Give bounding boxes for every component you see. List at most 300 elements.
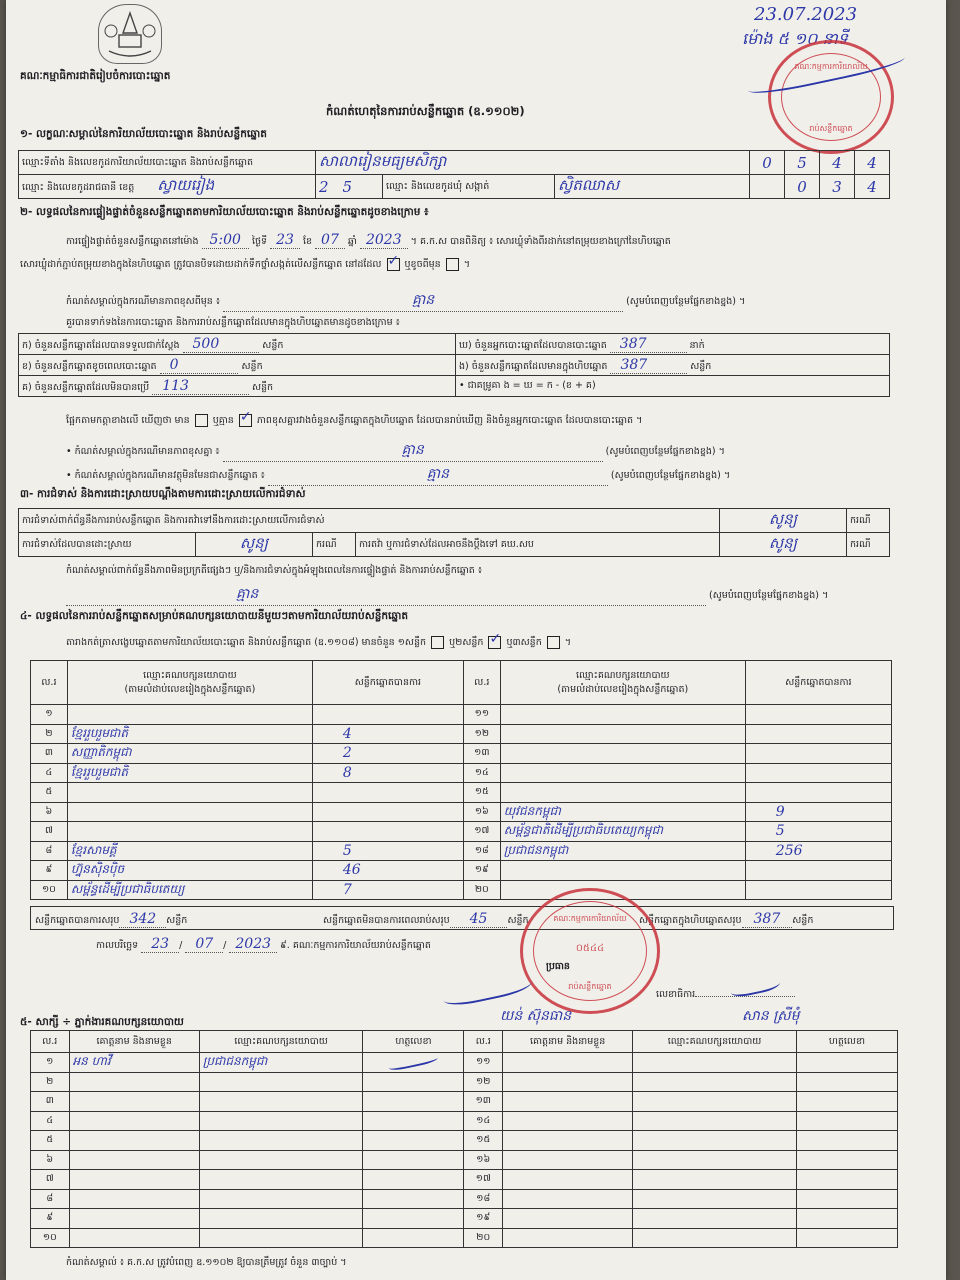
total-box-value: 387 bbox=[742, 911, 793, 928]
check-month: 07 bbox=[315, 232, 345, 249]
vote-count bbox=[312, 822, 463, 842]
handwritten-time: ម៉ោង ៥ ១០ នាទី bbox=[742, 29, 848, 48]
witness-signature bbox=[363, 1150, 464, 1170]
col-sign: ហត្ថលេខា bbox=[796, 1031, 897, 1053]
note2-label: • កំណត់សម្គាល់ក្នុងករណីមានភាពខុសគ្នា ៖ bbox=[66, 446, 220, 457]
col-party-sub: (តាមលំដាប់លេខរៀងក្នុងសន្លឹកឆ្នោត) bbox=[124, 683, 256, 695]
date-prefix: កាលបរិច្ឆេទ bbox=[96, 940, 139, 951]
note-value: គ្មាន bbox=[223, 290, 623, 312]
witness-name bbox=[69, 1072, 199, 1092]
vote-count bbox=[745, 705, 891, 725]
col-no: ល.រ bbox=[463, 661, 500, 705]
signature-mark bbox=[388, 1052, 439, 1072]
resolved-label: ការជំទាស់ដែលបានដោះស្រាយ bbox=[19, 533, 196, 557]
vote-count bbox=[745, 861, 891, 881]
witness-signature bbox=[796, 1072, 897, 1092]
party-name bbox=[500, 705, 745, 725]
col-party-title: ឈ្មោះគណបក្សនយោបាយ bbox=[576, 669, 670, 681]
report-sheet bbox=[6, 0, 946, 1280]
secretary-line bbox=[656, 988, 795, 1002]
chair-label: ប្រធាន bbox=[546, 961, 570, 972]
footer-note: កំណត់សម្គាល់ ៖ គ.ក.ស ត្រូវបំពេញ ឧ.១១០២ ឱ្យបានត្រឹមត្រូវ ចំនួន ៣ច្បាប់ ។ bbox=[66, 1257, 347, 1268]
witness-party bbox=[199, 1228, 363, 1248]
witness-signature bbox=[363, 1228, 464, 1248]
party-name bbox=[500, 861, 745, 881]
col-name: គោត្តនាម និងនាមខ្លួន bbox=[503, 1031, 633, 1053]
table-row bbox=[31, 705, 892, 725]
party-name: ខ្មែររួបរួមជាតិ bbox=[67, 724, 312, 744]
fill-hint: (សូមបំពេញបន្ថែមផ្នែកខាងខ្នង) ។ bbox=[605, 446, 725, 457]
table-row bbox=[31, 1189, 898, 1209]
row-number: ១៨ bbox=[464, 1189, 503, 1209]
witness-name bbox=[69, 1209, 199, 1229]
total-invalid bbox=[323, 911, 529, 928]
row-number: ១៩ bbox=[463, 861, 500, 881]
row-number: ១៦ bbox=[463, 802, 500, 822]
table-row bbox=[31, 861, 892, 881]
party-name bbox=[500, 783, 745, 803]
witness-party bbox=[633, 1189, 797, 1209]
official-stamp bbox=[520, 888, 660, 1014]
province-value: ស្វាយរៀង bbox=[157, 175, 215, 194]
handwritten-date: 23.07.2023 bbox=[754, 4, 858, 25]
total-valid-value: 342 bbox=[119, 911, 166, 928]
witness-signature bbox=[363, 1209, 464, 1229]
case-unit: ករណី bbox=[847, 509, 890, 533]
col-sign: ហត្ថលេខា bbox=[363, 1031, 464, 1053]
unit-label: សន្លឹក bbox=[241, 360, 263, 372]
table-row bbox=[31, 802, 892, 822]
committee-name: គណៈកម្មាធិការជាតិរៀបចំការបោះឆ្នោត bbox=[20, 70, 171, 82]
commune-code-digit: 3 bbox=[820, 175, 855, 199]
table-row bbox=[31, 763, 892, 783]
count-intro: គួរបានទាក់ទងនៃការបោះឆ្នោត និងការរាប់សន្លឹកឆ្នោតដែលមានក្នុងហិបឆ្នោតមានដូចខាងក្រោម ៖ bbox=[66, 317, 400, 328]
witness-name bbox=[503, 1131, 633, 1151]
vote-count: 256 bbox=[745, 841, 891, 861]
month-label: ខែ bbox=[302, 236, 313, 247]
witness-signature bbox=[796, 1053, 897, 1073]
row-number: ៧ bbox=[31, 1170, 70, 1190]
note3-label: • កំណត់សម្គាល់ក្នុងករណីមានវត្ថុមិនមែនជាសន្លឹកឆ្នោត ៖ bbox=[66, 470, 265, 481]
witness-party bbox=[633, 1092, 797, 1112]
commune-code-digit: 0 bbox=[785, 175, 820, 199]
row-number: ១៧ bbox=[463, 822, 500, 842]
date-month: 07 bbox=[185, 936, 223, 953]
witness-name bbox=[503, 1092, 633, 1112]
row-number: ១២ bbox=[463, 724, 500, 744]
vote-count bbox=[745, 744, 891, 764]
case-unit: ករណី bbox=[847, 533, 890, 557]
table-row bbox=[31, 1228, 898, 1248]
secretary-label: លេខាធិការ bbox=[656, 989, 696, 1000]
witness-name bbox=[503, 1053, 633, 1073]
location-table bbox=[18, 150, 890, 199]
diff-yes-checkbox[interactable] bbox=[195, 414, 208, 427]
note-line bbox=[66, 290, 896, 312]
row-number: ៨ bbox=[31, 1189, 70, 1209]
row-number: ១៤ bbox=[464, 1111, 503, 1131]
count-ng-label: ង) ចំនួនសន្លឹកឆ្នោតដែលមានក្នុងហិបឆ្នោត bbox=[459, 360, 608, 372]
table-row bbox=[31, 1092, 898, 1112]
two-sheet-checkbox[interactable] bbox=[488, 636, 501, 649]
party-name bbox=[67, 822, 312, 842]
witness-name bbox=[503, 1209, 633, 1229]
witness-signature bbox=[363, 1111, 464, 1131]
vote-count bbox=[745, 880, 891, 900]
check-day: 23 bbox=[270, 232, 300, 249]
col-no: ល.រ bbox=[31, 661, 68, 705]
witness-name bbox=[503, 1228, 633, 1248]
row-number: ២០ bbox=[463, 880, 500, 900]
three-sheet-label: ឬ៣សន្លឹក bbox=[506, 637, 542, 648]
note3-value: គ្មាន bbox=[268, 464, 608, 486]
summary-sheets-line: តារាងកត់ត្រាសង្ខេបឆ្នោតតាមការិយាល័យបោះឆ្នោត និងរាប់សន្លឹកឆ្នោត (ឧ.១១០៨) មានចំនួន ១សន្លឹក ឬ២សន្លឹក ✓ ឬ៣សន្លឹក ។ bbox=[66, 636, 896, 650]
total-invalid-value: 45 bbox=[450, 911, 508, 928]
vote-count: 9 bbox=[745, 802, 891, 822]
table-row bbox=[31, 1131, 898, 1151]
witness-signature bbox=[796, 1092, 897, 1112]
province-code-digit: 5 bbox=[342, 177, 367, 196]
row-number: ២ bbox=[31, 1072, 70, 1092]
row-number: ១៨ bbox=[463, 841, 500, 861]
section3-note: កំណត់សម្គាល់ពាក់ព័ន្ធនឹងភាពមិនប្រក្រតីផ្សេងៗ ឬ/និងការជំទាស់ក្នុងអំឡុងពេលនៃការផ្ទៀងផ្ទាត់ និងការរាប់សន្លឹកឆ្នោត ៖ bbox=[66, 565, 483, 576]
witness-party bbox=[199, 1072, 363, 1092]
diff-rest: ភាពខុសគ្នារវាងចំនួនសន្លឹកឆ្នោតក្នុងហិបឆ្នោត ដែលបានរាប់ឃើញ និងចំនួនអ្នកបោះឆ្នោត ដែលបានបោះឆ្នោត ។ bbox=[256, 415, 643, 426]
count-ng-value: 387 bbox=[610, 357, 687, 374]
row-number: ៦ bbox=[31, 802, 68, 822]
stamp-top-text: គណៈកម្មការការិយាល័យ bbox=[794, 62, 868, 71]
witness-name bbox=[69, 1170, 199, 1190]
diff-none-label: ឬគ្មាន bbox=[212, 415, 234, 426]
col-no: ល.រ bbox=[31, 1031, 70, 1053]
row-number: ១ bbox=[31, 705, 68, 725]
section3-heading: ៣- ការជំទាស់ និងការដោះស្រាយបណ្តឹងតាមការដោះស្រាយលើការជំទាស់ bbox=[20, 488, 306, 500]
results-table bbox=[30, 660, 892, 900]
witness-party bbox=[199, 1170, 363, 1190]
party-name bbox=[67, 802, 312, 822]
witness-party bbox=[199, 1131, 363, 1151]
count-kh-label: ខ) ចំនួនសន្លឹកឆ្នោតខូចពេលបោះឆ្នោត bbox=[22, 360, 157, 372]
party-name: ហ្វ៊ុនស៊ិនប៉ិច bbox=[67, 861, 312, 881]
section5-heading: ៥- សាក្សី ÷ ភ្នាក់ងារគណបក្សនយោបាយ bbox=[20, 1016, 184, 1028]
row-number: ៣ bbox=[31, 1092, 70, 1112]
count-g-cell bbox=[19, 376, 456, 397]
check-line bbox=[66, 232, 896, 249]
totals-row bbox=[30, 906, 894, 930]
unit-label: សន្លឹក bbox=[166, 915, 188, 926]
table-row bbox=[31, 822, 892, 842]
code-digit: 4 bbox=[820, 151, 855, 175]
col-party-sub: (តាមលំដាប់លេខរៀងក្នុងសន្លឹកឆ្នោត) bbox=[557, 683, 689, 695]
witness-name bbox=[69, 1092, 199, 1112]
row-number: ៩ bbox=[31, 1209, 70, 1229]
witness-signature bbox=[796, 1209, 897, 1229]
col-name: គោត្តនាម និងនាមខ្លួន bbox=[69, 1031, 199, 1053]
witness-signature bbox=[363, 1053, 464, 1073]
row-number: ៦ bbox=[31, 1150, 70, 1170]
vote-count bbox=[312, 783, 463, 803]
vote-count: 7 bbox=[312, 880, 463, 900]
witness-signature bbox=[363, 1131, 464, 1151]
row-number: ១១ bbox=[463, 705, 500, 725]
table-row bbox=[31, 1053, 898, 1073]
date-day: 23 bbox=[141, 936, 179, 953]
fill-hint: (សូមបំពេញបន្ថែមផ្នែកខាងខ្នង) ។ bbox=[610, 470, 731, 481]
witness-party bbox=[633, 1150, 797, 1170]
vote-count bbox=[312, 802, 463, 822]
intact-checkbox[interactable] bbox=[387, 258, 400, 271]
check-intro-text: ការផ្ទៀងផ្ទាត់ចំនួនសន្លឹកឆ្នោតនៅម៉ោង bbox=[66, 236, 199, 247]
total-valid-label: សន្លឹកឆ្នោតបានការសរុប bbox=[35, 915, 120, 926]
row-number: ៣ bbox=[31, 744, 68, 764]
witness-signature bbox=[796, 1170, 897, 1190]
row-number: ៨ bbox=[31, 841, 68, 861]
party-name bbox=[500, 744, 745, 764]
witness-signature bbox=[796, 1228, 897, 1248]
appeal-value: សូន្យ bbox=[720, 533, 847, 557]
unit-label: នាក់ bbox=[689, 339, 705, 351]
section3-note-line bbox=[66, 584, 896, 606]
witness-signature bbox=[363, 1170, 464, 1190]
count-y-label: ឃ) ចំនួនអ្នកបោះឆ្នោតដែលបានបោះឆ្នោត bbox=[459, 339, 607, 351]
row-number: ១៤ bbox=[463, 763, 500, 783]
count-ng-cell bbox=[456, 355, 890, 376]
day-label: ថ្ងៃទី bbox=[252, 236, 268, 247]
party-name bbox=[500, 724, 745, 744]
witness-party bbox=[633, 1053, 797, 1073]
date-year: 2023 bbox=[229, 936, 277, 953]
section2-heading: ២- លទ្ធផលនៃការផ្ទៀងផ្ទាត់ចំនួនសន្លឹកឆ្នោតតាមការិយាល័យបោះឆ្នោត និងរាប់សន្លឹកឆ្នោតដូចខាងក្រោម ៖ bbox=[20, 206, 429, 218]
unit-label: សន្លឹក bbox=[792, 915, 814, 926]
witness-signature bbox=[363, 1072, 464, 1092]
secretary-name: សាន ស្រីមុំ bbox=[742, 1008, 800, 1024]
total-invalid-label: សន្លឹកឆ្នោតមិនបានការពេលរាប់សរុប bbox=[323, 915, 450, 926]
witness-name bbox=[69, 1150, 199, 1170]
witness-name bbox=[503, 1111, 633, 1131]
stamp-number: ០៥៤៤ bbox=[575, 943, 605, 954]
total-box bbox=[639, 911, 813, 928]
row-number: ១៥ bbox=[463, 783, 500, 803]
witness-name: អន ហាវី bbox=[69, 1053, 199, 1073]
table-row bbox=[31, 841, 892, 861]
section1-heading: ១- លក្ខណៈសម្គាល់នៃការិយាល័យបោះឆ្នោត និងរាប់សន្លឹកឆ្នោត bbox=[20, 128, 267, 140]
page-title: កំណត់ហេតុនៃការរាប់សន្លឹកឆ្នោត (ឧ.១១០២) bbox=[326, 104, 525, 118]
vote-count bbox=[745, 783, 891, 803]
party-name: សម្ព័ន្ធជាតិដើម្បីប្រជាធិបតេយ្យកម្ពុជា bbox=[500, 822, 745, 842]
party-name: យុវជនកម្ពុជា bbox=[500, 802, 745, 822]
one-sheet-checkbox[interactable] bbox=[431, 636, 444, 649]
witness-name bbox=[503, 1189, 633, 1209]
total-valid bbox=[35, 911, 187, 928]
party-name bbox=[500, 763, 745, 783]
broken-checkbox[interactable] bbox=[446, 258, 459, 271]
col-party bbox=[67, 661, 312, 705]
row-number: ១១ bbox=[464, 1053, 503, 1073]
fill-hint: (សូមបំពេញបន្ថែមផ្នែកខាងខ្នង) ។ bbox=[626, 296, 746, 307]
row-number: ១៦ bbox=[464, 1150, 503, 1170]
witness-name bbox=[503, 1170, 633, 1190]
witness-party bbox=[633, 1170, 797, 1190]
province-code-digit: 2 bbox=[319, 177, 343, 196]
note3-line bbox=[66, 464, 896, 486]
vote-count: 2 bbox=[312, 744, 463, 764]
row-number: ១៣ bbox=[463, 744, 500, 764]
row-number: ១០ bbox=[31, 1228, 70, 1248]
resolved-value: សូន្យ bbox=[196, 533, 313, 557]
two-sheet-label: ឬ២សន្លឹក bbox=[449, 637, 484, 648]
table-row bbox=[31, 744, 892, 764]
party-name: សញ្ញាតិកម្ពុជា bbox=[67, 744, 312, 764]
diff-none-checkbox[interactable] bbox=[239, 414, 252, 427]
commune-code-digit: 4 bbox=[855, 175, 890, 199]
diff-line bbox=[66, 414, 906, 428]
formula-cell: • ជាគម្រូគា ង = ឃ = ក - (ខ + គ) bbox=[456, 376, 890, 397]
commune-label: ឈ្មោះ និងលេខកូដឃុំ សង្កាត់ bbox=[383, 175, 555, 199]
count-kh-cell bbox=[19, 355, 456, 376]
witness-party: ប្រជាជនកម្ពុជា bbox=[199, 1053, 363, 1073]
note2-value: គ្មាន bbox=[223, 440, 603, 462]
witness-signature bbox=[796, 1131, 897, 1151]
code-digit: 4 bbox=[855, 151, 890, 175]
unit-label: សន្លឹក bbox=[251, 381, 274, 393]
vote-count: 5 bbox=[745, 822, 891, 842]
chair-signature bbox=[441, 969, 534, 1009]
province-label-text: ឈ្មោះ និងលេខកូដរាជធានី ខេត្ត bbox=[22, 181, 135, 193]
row-number: ១៧ bbox=[464, 1170, 503, 1190]
unit-label: សន្លឹក bbox=[507, 915, 529, 926]
row-number: ១ bbox=[31, 1053, 70, 1073]
witness-name bbox=[69, 1131, 199, 1151]
count-y-value: 387 bbox=[610, 336, 687, 353]
seal-line-text: សោរឃ្លុំដាក់ភ្ជាប់តម្រុយខាងក្នុងនៃហិបឆ្នោត ត្រូវបានបិទដោយដាក់ទឹកថ្នាំសង្កត់លើសន្លឹកឆ្នោត នៅដដែល bbox=[20, 259, 382, 270]
secretary-signature-line bbox=[695, 996, 795, 997]
table-row bbox=[31, 783, 892, 803]
witness-party bbox=[633, 1209, 797, 1229]
vote-count: 5 bbox=[312, 841, 463, 861]
witness-signature bbox=[796, 1150, 897, 1170]
summary-intro: តារាងកត់ត្រាសង្ខេបឆ្នោតតាមការិយាល័យបោះឆ្នោត និងរាប់សន្លឹកឆ្នោត (ឧ.១១០៨) មានចំនួន ១សន្លឹក bbox=[66, 637, 427, 648]
province-label bbox=[19, 175, 316, 199]
province-code bbox=[316, 175, 383, 199]
table-row bbox=[31, 1072, 898, 1092]
code-digit: 5 bbox=[785, 151, 820, 175]
vote-count bbox=[745, 724, 891, 744]
witness-party bbox=[199, 1209, 363, 1229]
witness-name bbox=[503, 1150, 633, 1170]
total-box-label: សន្លឹកឆ្នោតក្នុងហិបឆ្នោតសរុប bbox=[639, 915, 742, 926]
objection-table bbox=[18, 508, 890, 557]
stamp-bottom-text: រាប់សន្លឹកឆ្នោត bbox=[568, 982, 612, 991]
row-number: ២០ bbox=[464, 1228, 503, 1248]
table-row bbox=[31, 1209, 898, 1229]
date-line: កាលបរិច្ឆេទ 23 / 07 / 2023 ៩. គណៈកម្មការការិយាល័យរាប់សន្លឹកឆ្នោត bbox=[96, 936, 431, 952]
count-table bbox=[18, 333, 890, 397]
party-name: ខ្មែររួបរួមជាតិ bbox=[67, 763, 312, 783]
stamp-top-text: គណៈកម្មការការិយាល័យ bbox=[553, 914, 627, 923]
party-name: សម្ព័ន្ធដើម្បីប្រជាធិបតេយ្យ bbox=[67, 880, 312, 900]
table-row bbox=[31, 1111, 898, 1131]
table-row bbox=[31, 1150, 898, 1170]
witness-name bbox=[503, 1072, 633, 1092]
year-label: ឆ្នាំ bbox=[347, 236, 357, 247]
table-row bbox=[31, 880, 892, 900]
witness-party bbox=[199, 1189, 363, 1209]
chair-name: យន់ ស៊ុនធាន bbox=[500, 1008, 572, 1024]
col-votes: សន្លឹកឆ្នោតបានការ bbox=[745, 661, 891, 705]
witness-table bbox=[30, 1030, 898, 1248]
appeal-label: ការតវ៉ា ឬការជំទាស់ដែលអាចនឹងប្តឹងទៅ គឃ.សប bbox=[356, 533, 720, 557]
row-number: ៤ bbox=[31, 1111, 70, 1131]
stamp-bottom-text: រាប់សន្លឹកឆ្នោត bbox=[809, 124, 853, 133]
witness-party bbox=[199, 1092, 363, 1112]
count-k-value: 500 bbox=[183, 336, 260, 353]
vote-count: 4 bbox=[312, 724, 463, 744]
location-value: សាលារៀនមធ្យមសិក្សា bbox=[316, 151, 750, 175]
row-number: ១៩ bbox=[464, 1209, 503, 1229]
party-name bbox=[67, 705, 312, 725]
count-k-cell bbox=[19, 334, 456, 355]
table-row bbox=[31, 1170, 898, 1190]
witness-signature bbox=[363, 1092, 464, 1112]
empty-cell bbox=[750, 175, 785, 199]
count-kh-value: 0 bbox=[160, 357, 239, 374]
witness-signature bbox=[796, 1111, 897, 1131]
objection-label: ការជំទាស់ពាក់ព័ន្ធនឹងការរាប់សន្លឹកឆ្នោត និងការតវ៉ាទៅនឹងការដោះស្រាយលើការជំទាស់ bbox=[19, 509, 720, 533]
note-label: កំណត់សម្គាល់ក្នុងករណីមានភាពខុសពីមុន ៖ bbox=[66, 296, 221, 307]
witness-name bbox=[69, 1189, 199, 1209]
date-suffix: ៩. គណៈកម្មការការិយាល័យរាប់សន្លឹកឆ្នោត bbox=[280, 940, 431, 951]
row-number: ៤ bbox=[31, 763, 68, 783]
check-time: 5:00 bbox=[202, 232, 249, 249]
col-party bbox=[500, 661, 745, 705]
section4-heading: ៤- លទ្ធផលនៃការរាប់សន្លឹកឆ្នោតសម្រាប់គណបក្សនយោបាយនីមួយៗតាមការិយាល័យរាប់សន្លឹកឆ្នោត bbox=[20, 610, 409, 622]
objection-value: សូន្យ bbox=[720, 509, 847, 533]
row-number: ៥ bbox=[31, 1131, 70, 1151]
col-party-title: ឈ្មោះគណបក្សនយោបាយ bbox=[143, 669, 237, 681]
seal-line: សោរឃ្លុំដាក់ភ្ជាប់តម្រុយខាងក្នុងនៃហិបឆ្នោត ត្រូវបានបិទដោយដាក់ទឹកថ្នាំសង្កត់លើសន្លឹកឆ្នោត នៅដដែល ✓ ឬខូចពីមុន ។ bbox=[20, 258, 470, 272]
col-votes: សន្លឹកឆ្នោតបានការ bbox=[312, 661, 463, 705]
row-number: ១២ bbox=[464, 1072, 503, 1092]
check-year: 2023 bbox=[360, 232, 408, 249]
table-row bbox=[31, 724, 892, 744]
row-number: ៩ bbox=[31, 861, 68, 881]
code-digit: 0 bbox=[750, 151, 785, 175]
party-name: ខ្មែរសាមគ្គី bbox=[67, 841, 312, 861]
row-number: ១៥ bbox=[464, 1131, 503, 1151]
witness-party bbox=[633, 1072, 797, 1092]
witness-signature bbox=[363, 1189, 464, 1209]
count-g-value: 113 bbox=[152, 378, 249, 395]
row-number: ៥ bbox=[31, 783, 68, 803]
party-name: ប្រជាជនកម្ពុជា bbox=[500, 841, 745, 861]
case-unit: ករណី bbox=[313, 533, 356, 557]
witness-signature bbox=[796, 1189, 897, 1209]
three-sheet-checkbox[interactable] bbox=[547, 636, 560, 649]
note2-line bbox=[66, 440, 896, 462]
witness-party bbox=[633, 1111, 797, 1131]
vote-count: 8 bbox=[312, 763, 463, 783]
cambodia-emblem-icon bbox=[98, 4, 162, 64]
row-number: ១០ bbox=[31, 880, 68, 900]
check-intro-b: ។ គ.ក.ស បានពិនិត្យ ៖ សោរឃ្លុំទាំងពីរដាក់នៅតម្រុយខាងក្រៅនៃហិបឆ្នោត bbox=[410, 236, 671, 247]
row-number: ២ bbox=[31, 724, 68, 744]
commune-value: ស្វិតឈាស bbox=[555, 175, 750, 199]
count-k-label: ក) ចំនួនសន្លឹកឆ្នោតដែលបានទទួលជាក់ស្តែង bbox=[22, 339, 180, 351]
witness-party bbox=[633, 1228, 797, 1248]
unit-label: សន្លឹក bbox=[690, 360, 712, 372]
vote-count bbox=[745, 763, 891, 783]
witness-party bbox=[199, 1150, 363, 1170]
